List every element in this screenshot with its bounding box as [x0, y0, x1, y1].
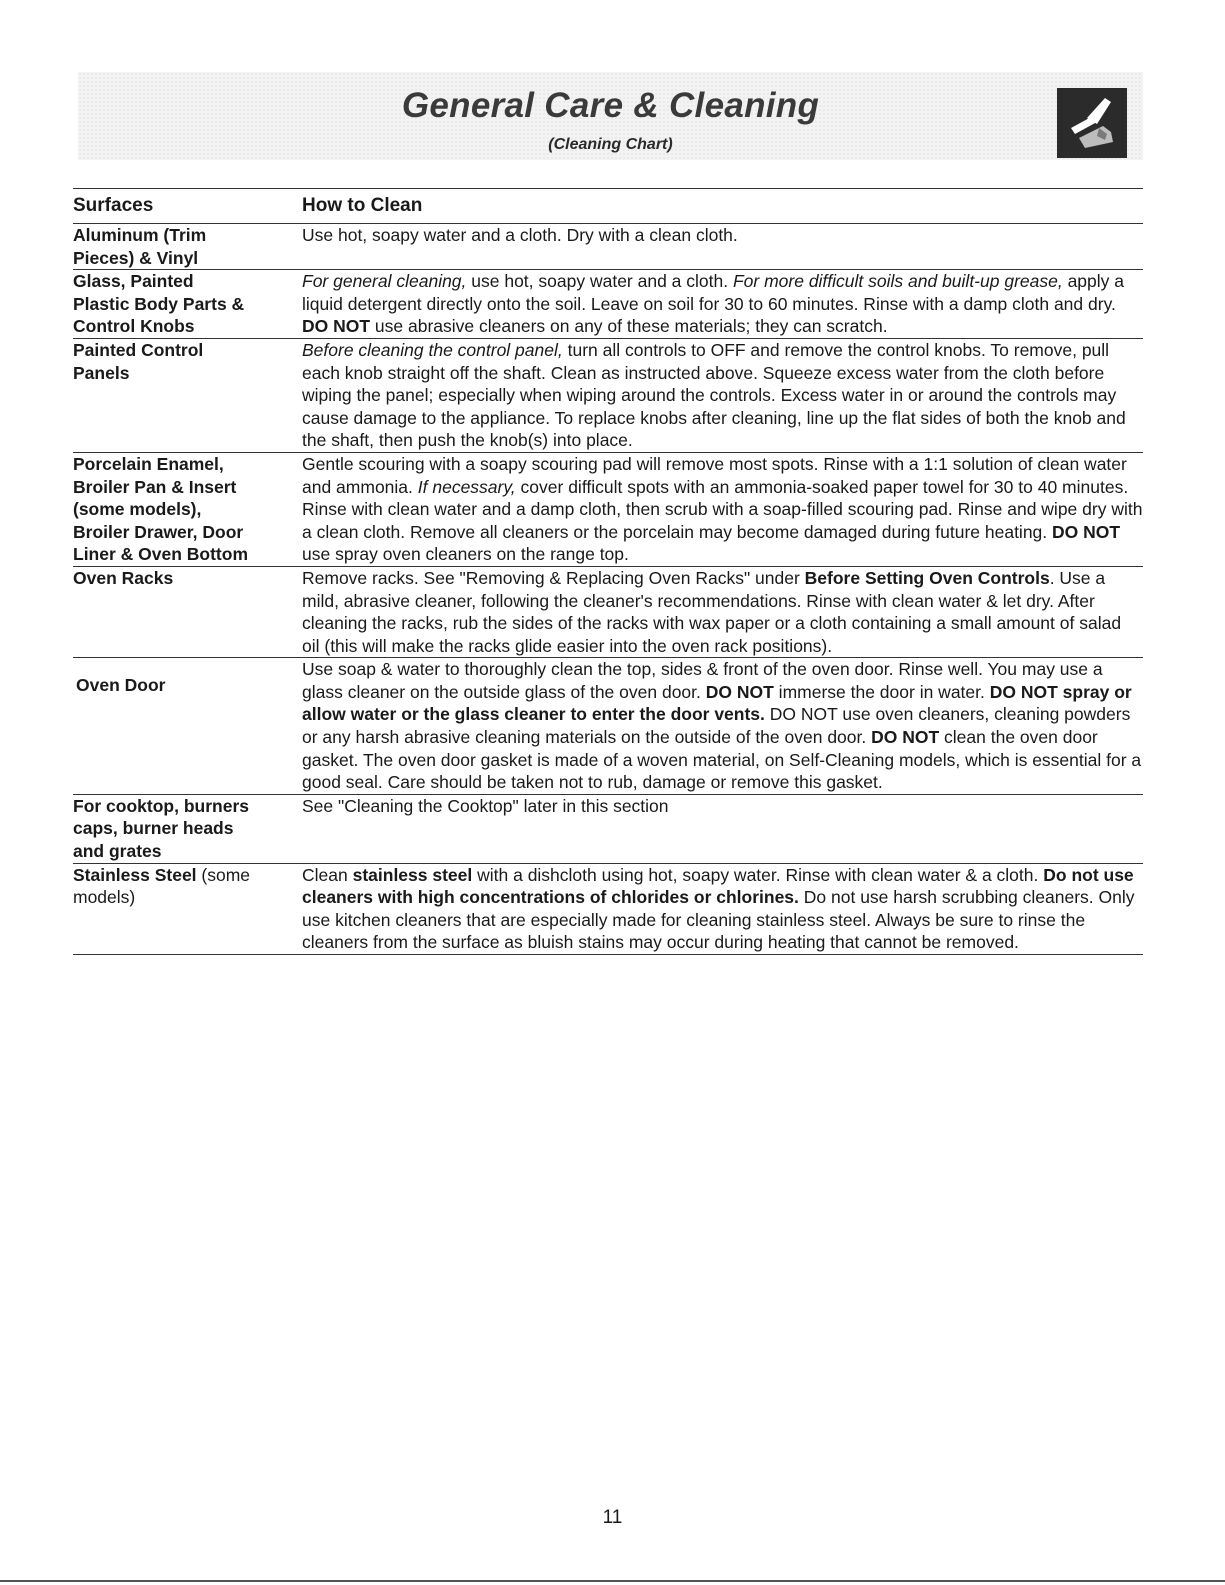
surface-label: and grates [73, 841, 162, 862]
instruction-warning: Do not use cleaners with high concentrations of chlorides or chlorines. [302, 864, 1134, 908]
surface-label: Porcelain Enamel, [73, 453, 224, 474]
surface-label: Control Knobs [73, 316, 195, 337]
how-to-clean-cell: Use hot, soapy water and a cloth. Dry with a clean cloth. [302, 225, 738, 245]
column-header-surfaces: Surfaces [73, 195, 154, 216]
surface-label: Stainless Steel [73, 864, 197, 885]
instruction-text: turn all controls to OFF and remove the control knobs. To remove, pull each knob straight off the shaft. Clean as instructed above. Squeeze excess water from the cloth before wiping the panel; especially when wiping around the controls. Excess water in or around the controls may cause damage to the appliance. To replace knobs after cleaning, line up the flat sides of both the knob and the shaft, then push the knob(s) into place. [302, 339, 1126, 451]
surface-cell [73, 338, 302, 452]
surface-label: (some models), [73, 499, 202, 520]
instruction-text: Remove racks. See "Removing & Replacing Oven Racks" under [302, 567, 805, 588]
instruction-text: apply a liquid detergent directly onto the soil. Leave on soil for 30 to 60 minutes. Rinse with a damp cloth and dry. [302, 271, 1124, 314]
instruction-text: DO NOT use oven cleaners, cleaning powders or any harsh abrasive cleaning materials on the outside of the oven door. [302, 704, 1131, 748]
page-number: 11 [602, 1507, 623, 1528]
surface-label: Liner & Oven Bottom [73, 544, 249, 565]
surface-cell [73, 566, 302, 657]
table-row [73, 224, 1143, 270]
how-to-clean-cell [302, 658, 1143, 795]
instruction-text: Clean [302, 864, 353, 885]
instruction-italic: For more difficult soils and built-up grease, [732, 271, 1063, 292]
how-to-clean-cell [302, 566, 1143, 657]
instruction-text: Do not use harsh scrubbing cleaners. Only use kitchen cleaners that are especially made for cleaning stainless steel. Always be sure to rinse the cleaners from the surface as bluish stains may occur during heating that cannot be removed. [302, 887, 1135, 953]
instruction-text: use spray oven cleaners on the range top. [302, 544, 629, 565]
surface-label: Broiler Drawer, Door [73, 521, 244, 542]
surface-note: (some models) [73, 864, 251, 908]
surface-cell [73, 270, 302, 339]
surface-cell [73, 658, 302, 795]
table-row [73, 863, 1143, 954]
how-to-clean-cell [302, 338, 1143, 452]
surface-label: Broiler Pan & Insert [73, 476, 237, 497]
instruction-italic: If necessary, [417, 476, 516, 497]
table-row [73, 794, 1143, 863]
surface-label: Painted Control [73, 339, 204, 360]
instruction-text: clean the oven door gasket. The oven door gasket is made of a woven material, on Self-Cleaning models, which is essential for a good seal. Care should be taken not to rub, damage or remove this gasket. [302, 727, 1142, 793]
how-to-clean-cell [302, 863, 1143, 954]
how-to-clean-cell: See "Cleaning the Cooktop" later in this section [302, 795, 669, 816]
instruction-italic: Before cleaning the control panel, [302, 339, 563, 360]
instruction-italic: For general cleaning, [302, 271, 467, 292]
header-banner [78, 72, 1143, 160]
surface-cell [73, 452, 302, 566]
surface-label: caps, burner heads [73, 818, 234, 839]
surface-label: For cooktop, burners [73, 795, 249, 816]
page-subtitle: (Cleaning Chart) [548, 136, 673, 153]
surface-label: Glass, Painted [73, 271, 194, 292]
instruction-warning: DO NOT [302, 316, 371, 337]
cleaning-chart-table [73, 188, 1143, 955]
surface-label: Plastic Body Parts & [73, 293, 245, 314]
page-bottom-border [0, 1580, 1225, 1582]
instruction-text: Use soap & water to thoroughly clean the top, sides & front of the oven door. Rinse well. You may use a glass cleaner on the outside glass of the oven door. [302, 659, 1103, 702]
instruction-warning: DO NOT [1052, 521, 1121, 542]
instruction-warning: DO NOT spray or allow water or the glass cleaner to enter the door vents. [302, 681, 1132, 725]
instruction-warning: DO NOT [871, 727, 940, 748]
table-header-row [73, 189, 1143, 224]
page-title: General Care & Cleaning [401, 86, 820, 125]
instruction-text: use hot, soapy water and a cloth. [466, 271, 733, 292]
table-row [73, 566, 1143, 657]
surface-label: Panels [73, 362, 130, 383]
surface-cell [73, 794, 302, 863]
instruction-text: use abrasive cleaners on any of these materials; they can scratch. [370, 316, 888, 337]
instruction-text: cover difficult spots with an ammonia-soaked paper towel for 30 to 40 minutes. Rinse with clean water and a damp cloth, then scrub with a soap-filled scouring pad. Rinse and wipe dry with a clean cloth. Remove all cleaners or the porcelain may become damaged during future heating. [302, 476, 1143, 542]
instruction-warning: DO NOT [705, 681, 774, 702]
cleaning-hand-icon [1057, 88, 1127, 158]
instruction-text: immerse the door in water. [773, 681, 990, 702]
surface-cell [73, 863, 302, 954]
how-to-clean-cell [302, 270, 1143, 339]
table-row [73, 270, 1143, 339]
surface-label: Oven Racks [73, 567, 174, 588]
column-header-how-to-clean: How to Clean [302, 195, 423, 216]
surface-label: Pieces) & Vinyl [73, 247, 199, 268]
instruction-reference: Before Setting Oven Controls [804, 567, 1050, 588]
table-row [73, 658, 1143, 795]
how-to-clean-cell [302, 452, 1143, 566]
table-row [73, 452, 1143, 566]
instruction-emphasis: stainless steel [352, 864, 473, 885]
instruction-text: Gentle scouring with a soapy scouring pad will remove most spots. Rinse with a 1:1 solution of clean water and ammonia. [302, 453, 1127, 497]
table-row [73, 338, 1143, 452]
surface-label: Oven Door [76, 675, 166, 696]
instruction-text: . Use a mild, abrasive cleaner, following the cleaner's recommendations. Rinse with clean water & let dry. After cleaning the racks, rub the sides of the racks with wax paper or a cloth containing a small amount of salad oil (this will make the racks glide easier into the oven rack positions). [302, 567, 1122, 656]
instruction-text: with a dishcloth using hot, soapy water. Rinse with clean water & a cloth. [472, 864, 1044, 885]
surface-label: Aluminum (Trim [73, 225, 207, 245]
surface-cell [73, 224, 302, 270]
